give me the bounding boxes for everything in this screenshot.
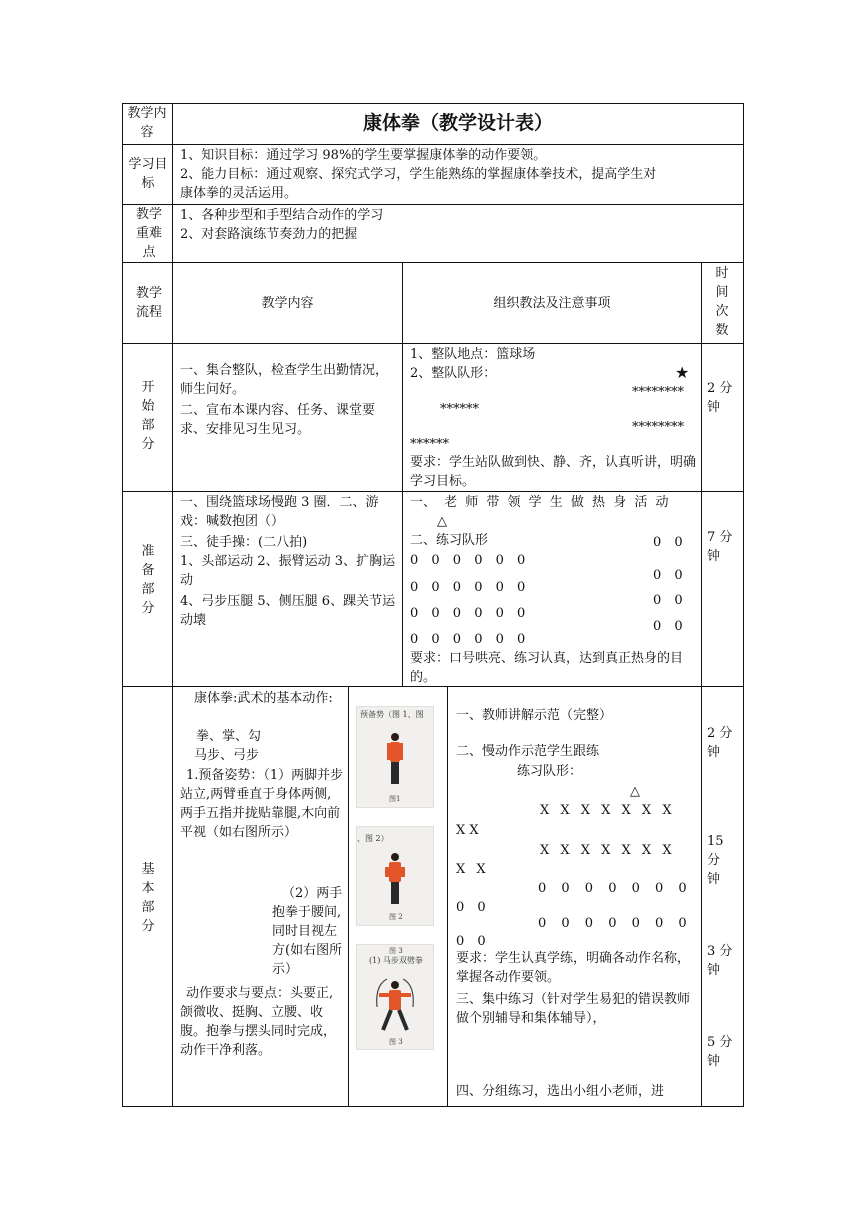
formation-pair: 0 0 (653, 593, 683, 608)
column-header-method: 组织教法及注意事项 (493, 296, 611, 311)
teacher-triangle-icon: △ (630, 784, 640, 799)
formation-row: 0 0 0 0 0 0 (410, 632, 526, 647)
basic-key-points: 动作要求与要点：头要正,颌微收、挺胸、立腰、收腹。抱拳与摆头同时完成，动作干净利落。 (180, 986, 337, 1058)
figure-2-photo: 、图 2） 图 2 (356, 826, 434, 926)
objective-knowledge: 1、知识目标：通过学习 98%的学生要掌握康体拳的动作要领。 (180, 148, 547, 163)
column-header-flow: 教学流程 (135, 286, 162, 320)
opening-method-formation: 2、整队队形： (410, 366, 497, 381)
opening-content-1: 一、集合整队，检查学生出勤情况，师生问好。 (180, 363, 389, 397)
basic-ready-stance: 1.预备姿势：（1）两脚并步站立,两臂垂直于身体两侧,两手五指并拢贴靠腿,木向前平视（如右图所示） (180, 768, 344, 840)
warmup-method-requirement: 要求：口号哄亮、练习认真，达到真正热身的目的。 (410, 651, 684, 685)
formation-row: 0 0 0 0 0 0 (410, 580, 526, 595)
warmup-method-2: 二、练习队形 (410, 533, 489, 548)
formation-row: 0 0 0 0 0 0 (410, 606, 526, 621)
figure-1-photo: 预备势（图 1、图 图1 (356, 706, 434, 808)
warmup-content-4: 4、弓步压腿 5、侧压腿 6、踝关节运动壊 (180, 594, 396, 628)
objectives-label: 学习目标 (128, 157, 168, 191)
opening-content-2: 二、宣布本课内容、任务、课堂要求、安排见习生见习。 (180, 403, 376, 437)
basic-requirement: 要求：学生认真学练，明确各动作名称，掌握各动作要领。 (456, 951, 691, 985)
formation-o-row: 0 0 0 0 0 0 0 (538, 881, 687, 896)
warmup-time: 7 分钟 (707, 530, 733, 564)
warmup-method-1: 一、 老 师 带 领 学 生 做 热 身 活 动 (410, 495, 669, 510)
formation-pair: 0 0 (653, 619, 683, 634)
warmup-content-1: 一、围绕篮球场慢跑 3 圈．二、游戏：喊数抱团（） (180, 495, 379, 529)
opening-label: 开始部分 (141, 380, 155, 452)
basic-time-1: 2 分钟 (707, 726, 733, 760)
key-points-label: 教学重难点 (135, 207, 162, 260)
formation-row-a: ******** (632, 385, 684, 400)
formation-x-row: X X X X X X X (540, 843, 672, 858)
formation-o-pair: 0 0 (456, 900, 486, 915)
basic-method-centralized: 三、集中练习（针对学生易犯的错误教师做个别辅导和集体辅导）， (456, 992, 691, 1026)
opening-method-place: 1、整队地点：篮球场 (410, 347, 536, 362)
formation-pair: 0 0 (653, 568, 683, 583)
basic-content-intro: 康体拳:武术的基本动作: (194, 691, 333, 706)
basic-stances: 马步、弓步 (194, 748, 260, 763)
basic-time-3: 3 分钟 (707, 944, 733, 978)
basic-method-3: 练习队形： (517, 764, 583, 779)
formation-x-row: X X X X X X X (540, 803, 672, 818)
basic-method-1: 一、教师讲解示范（完整） (456, 708, 613, 723)
basic-method-group: 四、分组练习，选出小组小老师，进 (456, 1084, 665, 1099)
objective-ability-cont: 康体拳的灵活运用。 (180, 186, 298, 201)
warmup-content-3: 1、头部运动 2、振臂运动 3、扩胸运动 (180, 554, 396, 588)
column-header-time: 时间次数 (715, 266, 729, 338)
basic-hand-forms: 拳、掌、勾 (196, 729, 262, 744)
basic-method-2: 二、慢动作示范学生跟练 (456, 744, 600, 759)
formation-x-pair: X X (456, 823, 479, 838)
figure-3-photo: 图 3 (1) 马步双劈拳 图 3 (356, 944, 434, 1050)
formation-row-b: ****** (440, 402, 479, 417)
opening-time: 2 分钟 (707, 381, 733, 415)
formation-o-pair: 0 0 (456, 934, 486, 949)
formation-x-pair: X X (456, 862, 486, 877)
opening-method-requirement: 要求：学生站队做到快、静、齐，认真听讲，明确学习目标。 (410, 455, 697, 489)
basic-time-4: 5 分钟 (707, 1035, 733, 1069)
basic-time-2: 15 分钟 (707, 834, 724, 887)
key-point-1: 1、各种步型和手型结合动作的学习 (180, 208, 384, 223)
formation-row-d: ****** (410, 437, 449, 452)
basic-fist-hold: （2）两手抱拳于腰间,同时目视左方(如右图所示） (272, 886, 343, 977)
teacher-triangle-icon: △ (437, 514, 447, 529)
formation-row: 0 0 0 0 0 0 (410, 553, 526, 568)
content-label: 教学内容 (127, 106, 167, 140)
page-title: 康体拳（教学设计表） (362, 112, 553, 134)
objective-ability: 2、能力目标：通过观察、探究式学习，学生能熟练的掌握康体拳技术，提高学生对 (180, 167, 657, 182)
formation-row-c: ******** (632, 420, 684, 435)
warmup-label: 准备部分 (141, 544, 155, 616)
column-header-content: 教学内容 (261, 296, 314, 311)
formation-pair: 0 0 (653, 535, 683, 550)
warmup-content-2: 三、徒手操：(二八拍) (180, 535, 308, 550)
formation-o-row: 0 0 0 0 0 0 0 (538, 916, 687, 931)
basic-label: 基本部分 (141, 862, 155, 934)
teacher-star-icon: ★ (675, 363, 690, 382)
key-point-2: 2、对套路演练节奏劲力的把握 (180, 227, 358, 242)
